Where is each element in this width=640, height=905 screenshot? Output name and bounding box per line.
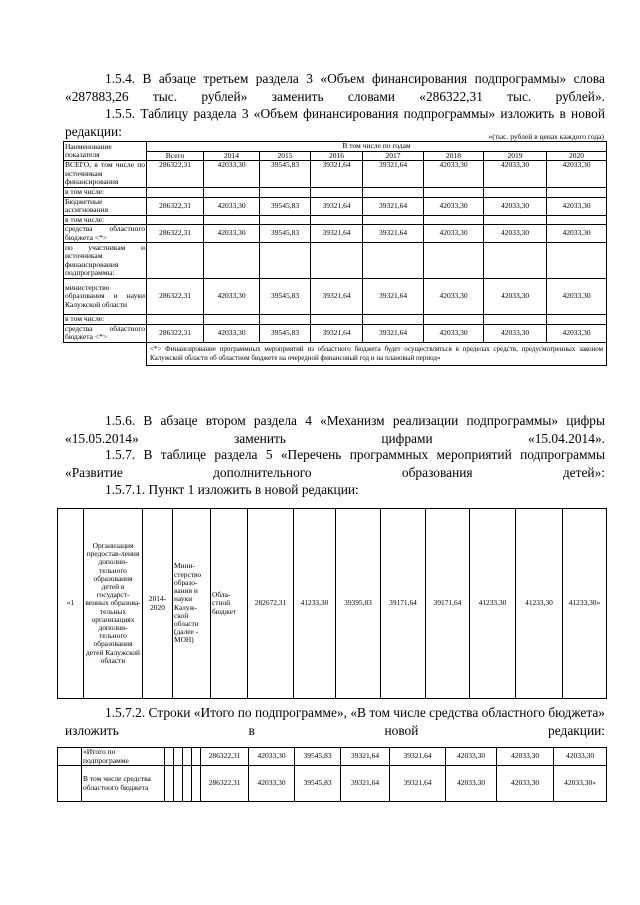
table-row [64,188,607,198]
value-cell: 41233,30 [294,509,336,699]
col-total-header: Всего [147,151,204,161]
value-cell: 42033,30 [424,197,484,215]
value-cell: 42033,30 [484,324,547,342]
table-row [58,509,607,699]
value-cell: 39545,83 [260,197,311,215]
value-cell: 39321,64 [311,324,363,342]
value-cell: 42033,30 [547,197,607,215]
executor: Мини-стерство образо-вания и науки Калуж-ской области (далее - МОН) [173,509,211,699]
value-cell [260,215,311,225]
value-cell [147,188,204,198]
row-label: в том числе: [64,215,147,225]
value-cell: 39545,83 [260,324,311,342]
value-cell: 42033,30 [424,161,484,188]
year-header: 2016 [311,151,363,161]
value-cell [547,215,607,225]
empty-cell [183,748,192,766]
value-cell: 42033,30 [204,324,260,342]
row-label: ВСЕГО, в том числе по источникам финансирования [65,160,145,186]
value-cell: 39321,64 [341,748,390,766]
value-cell: 39321,64 [363,197,424,215]
table-row [64,279,607,315]
period: 2014-2020 [143,509,173,699]
row-label: по участникам и источникам финансирования подпрограммы: [65,242,145,277]
table-row [58,766,607,802]
row-label: «Итого по подпрограмме [82,748,165,766]
value-cell: 42033,30 [547,279,607,315]
empty-cell [174,766,183,802]
paragraph-1-5-7: 1.5.7. В таблице раздела 5 «Перечень программных мероприятий подпрограммы «Развитие дополнительного образования детей»: [65,447,605,480]
table-row [64,324,607,342]
value-cell: 42033,30 [547,324,607,342]
value-cell [204,315,260,325]
empty-cell [174,748,183,766]
value-cell: 39321,64 [311,225,363,243]
value-cell: 39321,64 [363,225,424,243]
value-cell [311,215,363,225]
totals-table [57,747,607,802]
value-cell [424,243,484,279]
value-cell: 42033,30 [484,225,547,243]
value-cell [484,315,547,325]
value-cell: 42033,30 [547,225,607,243]
value-cell [204,215,260,225]
value-cell: 39321,64 [363,161,424,188]
value-cell: 42033,30 [204,279,260,315]
value-cell [363,315,424,325]
paragraph-1-5-5: 1.5.5. Таблицу раздела 3 «Объем финансирования подпрограммы» изложить в новой редакции: [65,106,605,139]
value-cell: 286322,31 [147,225,204,243]
value-cell: 286322,31 [147,197,204,215]
table-row [64,225,607,243]
value-cell: 42033,30 [547,161,607,188]
value-cell [147,215,204,225]
value-cell: 286322,31 [147,279,204,315]
table-row [64,215,607,225]
paragraph-1-5-6: 1.5.6. В абзаце втором раздела 4 «Механизм реализации подпрограммы» цифры «15.05.2014» заменить цифрами «15.04.2014». [65,413,605,446]
value-cell: 286322,31 [201,748,249,766]
year-header: 2019 [484,151,547,161]
value-cell [260,243,311,279]
footnote: <*> Финансирование программных мероприятий из областного бюджета будет осуществляться в пределах средств, предусмотренных законом Калужской области об областном бюджете на очередной финансовый год и на плановый период» [147,342,607,365]
paragraph-1-5-7-1: 1.5.7.1. Пункт 1 изложить в новой редакции: [105,482,359,497]
value-cell [547,188,607,198]
year-header: 2020 [547,151,607,161]
col-group-header: В том числе по годам [147,142,607,152]
value-cell: 39171,64 [381,509,426,699]
empty-cell [192,766,201,802]
funding-source: Обла-стной бюджет [211,509,248,699]
value-cell: 42033,30 [484,161,547,188]
value-cell: 42033,30 [446,766,497,802]
value-cell: 39545,83 [260,161,311,188]
value-cell [204,243,260,279]
table-row [64,197,607,215]
financing-table [63,141,607,366]
row-label: министерство образования и науки Калужской области [64,279,147,315]
value-cell [363,188,424,198]
value-cell: 39545,83 [295,748,341,766]
col-name-header: Наименование показателя [64,142,147,161]
value-cell [363,215,424,225]
value-cell: 42033,30 [424,279,484,315]
value-cell [424,215,484,225]
value-cell: 39321,64 [363,324,424,342]
row-label: в том числе: [64,315,147,325]
empty-cell [165,766,174,802]
table-row [64,243,607,279]
row-label: В том числе средства областного бюджета [82,766,165,802]
value-cell: 41233,30 [516,509,563,699]
value-cell [147,315,204,325]
empty-cell [165,748,174,766]
row-label: средства областного бюджета <*> [65,224,145,242]
value-cell [424,188,484,198]
year-header: 2017 [363,151,424,161]
program-activity-table [57,508,607,699]
empty-cell [183,766,192,802]
value-cell: 42033,30 [204,197,260,215]
item-number: «1 [58,509,84,699]
empty-cell [58,766,82,802]
value-cell [311,188,363,198]
value-cell [424,315,484,325]
value-cell: 39321,64 [341,766,390,802]
row-label: Бюджетные ассигнования [64,197,147,215]
value-cell: 39545,83 [260,279,311,315]
value-cell [204,188,260,198]
value-cell: 42033,30 [249,766,295,802]
empty-cell [192,748,201,766]
year-header: 2014 [204,151,260,161]
paragraph-1-5-4: 1.5.4. В абзаце третьем раздела 3 «Объем финансирования подпрограммы» слова «287883,26 тыс. рублей» заменить словами «286322,31 тыс. рублей». [65,71,605,104]
value-cell [547,243,607,279]
value-cell: 42033,30 [554,748,607,766]
value-cell [260,188,311,198]
value-cell: 41233,30 [470,509,516,699]
value-cell: 39321,64 [390,766,446,802]
value-cell: 42033,30» [554,766,607,802]
value-cell: 282672,31 [248,509,294,699]
value-cell: 286322,31 [201,766,249,802]
value-cell [147,243,204,279]
value-cell [363,243,424,279]
row-label: средства областного бюджета <*> [65,324,145,341]
value-cell: 286322,31 [147,161,204,188]
footnote-spacer [64,342,147,365]
activity-name: Организация предостав-ления дополни-тельного образования детей в государст-венных образова-тельных организациях дополни-тельного образования детей Калужской области [84,509,143,699]
value-cell: 42033,30 [497,766,554,802]
value-cell: 39545,83 [295,766,341,802]
value-cell: 42033,30 [446,748,497,766]
value-cell: 42033,30 [484,279,547,315]
value-cell: 42033,30 [249,748,295,766]
value-cell [484,243,547,279]
value-cell: 39321,64 [311,279,363,315]
value-cell [484,215,547,225]
table-row [58,748,607,766]
unit-note: »(тыс. рублей в ценах каждого года) [488,132,604,141]
value-cell: 39545,83 [260,225,311,243]
value-cell: 42033,30 [424,225,484,243]
year-header: 2015 [260,151,311,161]
empty-cell [58,748,82,766]
value-cell: 42033,30 [497,748,554,766]
value-cell [547,315,607,325]
value-cell: 42033,30 [204,225,260,243]
value-cell: 39321,64 [363,279,424,315]
value-cell: 42033,30 [484,197,547,215]
value-cell: 41233,30» [563,509,607,699]
value-cell [311,315,363,325]
value-cell [484,188,547,198]
value-cell [311,243,363,279]
value-cell: 39321,64 [311,197,363,215]
row-label: в том числе: [64,188,147,198]
value-cell: 39395,83 [336,509,381,699]
value-cell: 42033,30 [424,324,484,342]
table-row [64,161,607,188]
value-cell: 286322,31 [147,324,204,342]
paragraph-1-5-7-2: 1.5.7.2. Строки «Итого по подпрограмме», «В том числе средства областного бюджета» изложить в новой редакции: [65,705,605,738]
value-cell: 42033,30 [204,161,260,188]
value-cell: 39171,64 [426,509,470,699]
value-cell: 39321,64 [390,748,446,766]
value-cell [260,315,311,325]
table-row [64,315,607,325]
value-cell: 39321,64 [311,161,363,188]
year-header: 2018 [424,151,484,161]
